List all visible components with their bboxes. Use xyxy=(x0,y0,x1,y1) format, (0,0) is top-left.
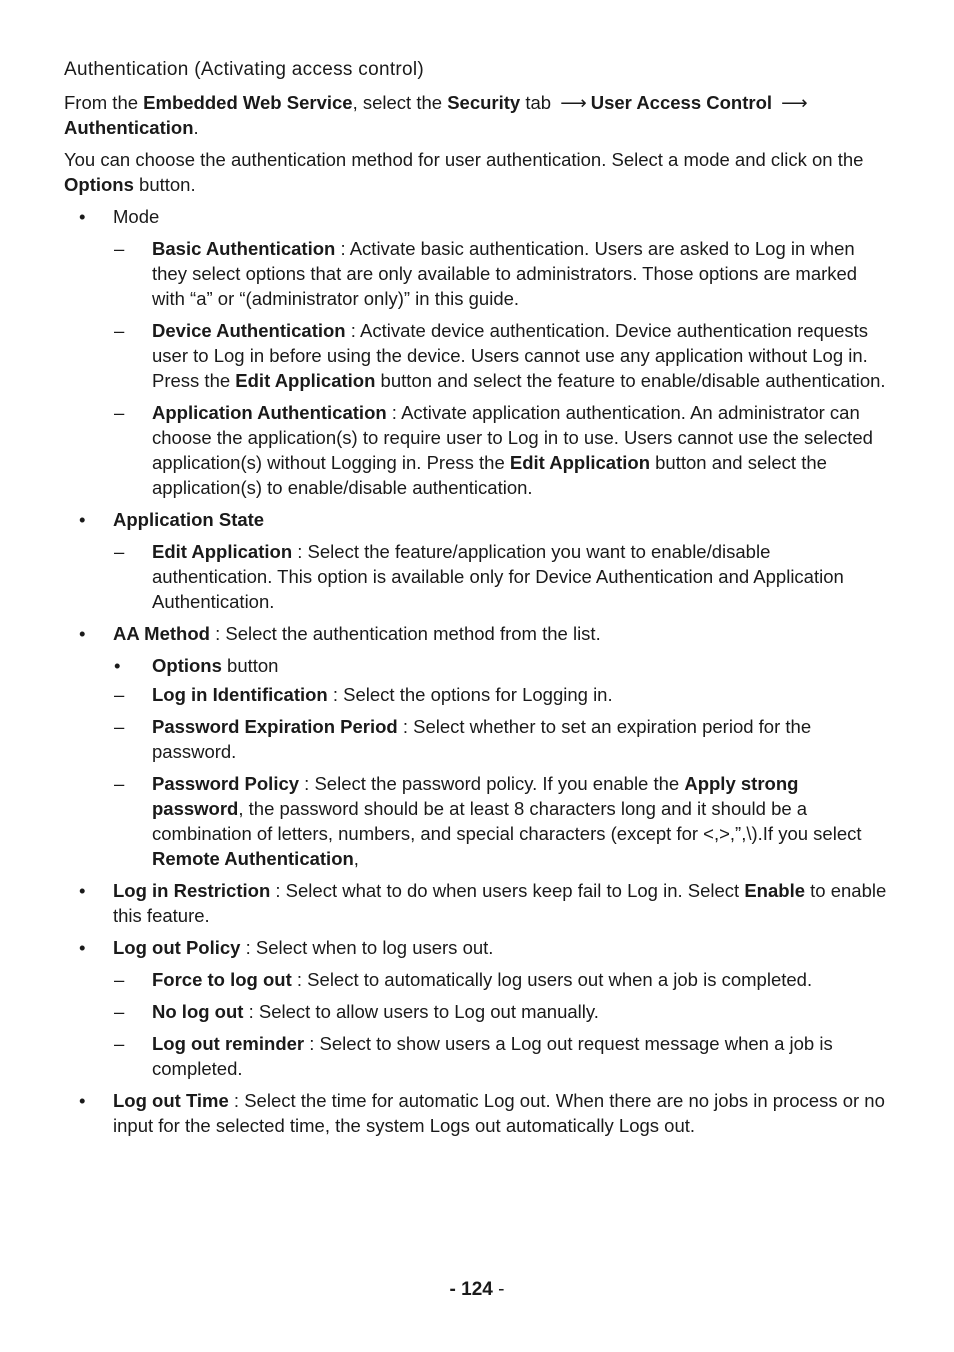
section-heading: Authentication (Activating access control) xyxy=(64,59,425,80)
bullet-icon: • xyxy=(79,1090,86,1111)
item-desc: button xyxy=(221,655,279,676)
ews-term: Embedded Web Service xyxy=(143,92,353,113)
list-item-app-state xyxy=(64,507,890,532)
text: From the xyxy=(64,92,144,113)
item-term: Log out reminder xyxy=(152,1033,305,1054)
item-desc: to enable this feature. xyxy=(113,880,887,926)
list-item-app-auth xyxy=(64,400,890,500)
arrow-right-icon: ⟶ xyxy=(781,92,808,113)
bullet-icon: • xyxy=(79,206,86,227)
item-desc: : Select to allow users to Log out manually. xyxy=(243,1001,599,1022)
item-desc: , xyxy=(353,848,359,869)
item-desc: : Select the authentication method from the list. xyxy=(209,623,601,644)
item-desc: : Select the password policy. If you enable the xyxy=(299,773,685,794)
item-desc: : Select when to log users out. xyxy=(240,937,494,958)
item-term: Log out Policy xyxy=(113,937,241,958)
arrow-right-icon: ⟶ xyxy=(560,92,587,113)
list-item-force-logout xyxy=(64,967,890,992)
dash-icon: – xyxy=(114,402,125,423)
bullet-icon: • xyxy=(79,509,86,530)
dash-icon: – xyxy=(114,541,125,562)
navigation-path xyxy=(64,90,890,140)
item-desc: button and select the feature to enable/disable authentication. xyxy=(375,370,886,391)
item-desc: : Select to automatically log users out when a job is completed. xyxy=(291,969,813,990)
bullet-icon: • xyxy=(79,880,86,901)
dash-icon: – xyxy=(114,1001,125,1022)
list-item-options xyxy=(64,653,890,678)
list-item-logout-policy xyxy=(64,935,890,960)
intro-paragraph xyxy=(64,147,890,197)
item-desc: : Select the feature/application you want to enable/disable authentication. This option is available only for Device Authentication and Application Authentication. xyxy=(152,541,844,612)
item-desc: : Select the options for Logging in. xyxy=(327,684,613,705)
text: . xyxy=(193,117,199,138)
item-desc: : Activate application authentication. An administrator can choose the application(s) to require user to Log in to use. Users cannot use the selected application(s) without Logging in. Press the xyxy=(152,402,873,473)
item-desc: : Activate basic authentication. Users are asked to Log in when they select options that are only available to administrators. Those options are marked with “a” or “(administrator only)” in this guide. xyxy=(152,238,858,309)
page-number-suffix: - xyxy=(492,1279,505,1300)
list-item-login-id xyxy=(64,682,890,707)
item-term: Log out Time xyxy=(113,1090,229,1111)
list-item-basic-auth xyxy=(64,236,890,311)
item-term: Password Expiration Period xyxy=(152,716,398,737)
item-term: Password Policy xyxy=(152,773,300,794)
list-item-login-restriction xyxy=(64,878,890,928)
page-number-value: 124 xyxy=(461,1279,493,1300)
text: You can choose the authentication method for user authentication. Select a mode and click on the xyxy=(64,149,864,170)
item-label: Application State xyxy=(113,509,265,530)
page-number xyxy=(0,1279,954,1301)
page-number-prefix: - xyxy=(449,1279,462,1300)
item-term: Log in Restriction xyxy=(113,880,271,901)
dash-icon: – xyxy=(114,320,125,341)
list-item-password-expiration xyxy=(64,714,890,764)
item-desc: : Select whether to set an expiration period for the password. xyxy=(152,716,812,762)
edit-application-term: Edit Application xyxy=(509,452,650,473)
text: tab xyxy=(520,92,557,113)
text: , select the xyxy=(352,92,448,113)
enable-term: Enable xyxy=(744,880,806,901)
list-item-logout-time xyxy=(64,1088,890,1138)
item-term: Log in Identification xyxy=(152,684,328,705)
dash-icon: – xyxy=(114,773,125,794)
bullet-icon: • xyxy=(79,623,86,644)
remote-authentication-term: Remote Authentication xyxy=(152,848,354,869)
uac-term: User Access Control xyxy=(590,92,773,113)
security-tab-term: Security xyxy=(447,92,521,113)
item-desc: : Select the time for automatic Log out. When there are no jobs in process or no input for the selected time, the system Logs out automatically Logs out. xyxy=(113,1090,885,1136)
dash-icon: – xyxy=(114,969,125,990)
item-desc: button and select the application(s) to enable/disable authentication. xyxy=(152,452,827,498)
document-page xyxy=(64,58,890,1145)
options-term: Options xyxy=(64,174,134,195)
list-item-edit-application xyxy=(64,539,890,614)
item-term: AA Method xyxy=(113,623,210,644)
item-term: Basic Authentication xyxy=(152,238,336,259)
item-desc: , the password should be at least 8 characters long and it should be a combination of letters, numbers, and special characters (except for <,>,”,\).If you select xyxy=(152,798,862,844)
list-item-no-logout xyxy=(64,999,890,1024)
item-desc: : Activate device authentication. Device authentication requests user to Log in before using the device. Users cannot use any application without Log in. Press the xyxy=(152,320,869,391)
edit-application-term: Edit Application xyxy=(235,370,376,391)
list-item-password-policy xyxy=(64,771,890,871)
item-label: Mode xyxy=(113,206,160,227)
item-term: Options xyxy=(152,655,222,676)
dash-icon: – xyxy=(114,238,125,259)
list-item-mode xyxy=(64,204,890,229)
item-term: No log out xyxy=(152,1001,244,1022)
item-term: Edit Application xyxy=(152,541,293,562)
bullet-icon: • xyxy=(79,937,86,958)
dash-icon: – xyxy=(114,1033,125,1054)
item-term: Application Authentication xyxy=(152,402,387,423)
item-desc: : Select to show users a Log out request message when a job is completed. xyxy=(152,1033,833,1079)
dash-icon: – xyxy=(114,716,125,737)
item-desc: : Select what to do when users keep fail to Log in. Select xyxy=(270,880,745,901)
dash-icon: – xyxy=(114,684,125,705)
list-item-aa-method xyxy=(64,621,890,646)
text: button. xyxy=(133,174,196,195)
item-term: Force to log out xyxy=(152,969,292,990)
apply-strong-password-term: Apply strong password xyxy=(152,773,799,819)
list-item-device-auth xyxy=(64,318,890,393)
authentication-term: Authentication xyxy=(64,117,194,138)
bullet-icon: • xyxy=(114,655,121,676)
list-item-logout-reminder xyxy=(64,1031,890,1081)
item-term: Device Authentication xyxy=(152,320,346,341)
